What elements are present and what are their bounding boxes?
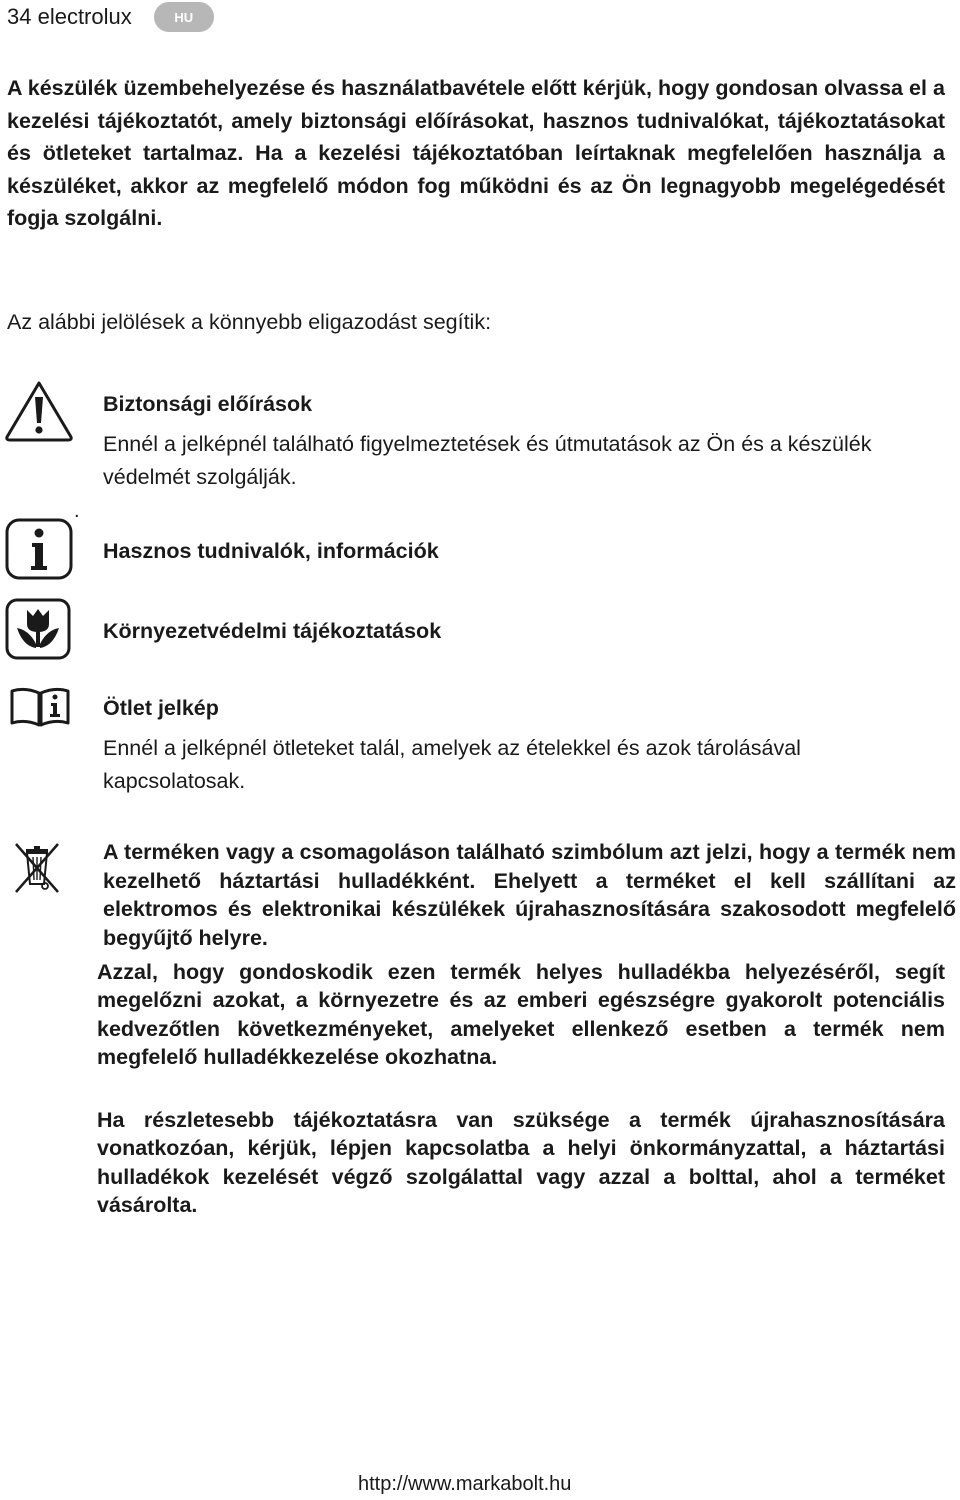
- symbol-desc-tip: Ennél a jelképnél ötleteket talál, amelyek az ételekkel és azok tárolásával kapcsolatosak.: [103, 736, 801, 793]
- weee-paragraph-2: Azzal, hogy gondoskodik ezen termék helyes hulladékba helyezéséről, segít megelőzni azokat, a környezetre és az emberi egészségre gyakorolt potenciális kedvezőtlen következményeket, amelyeket ellenkező esetben a termék nem megfelelő hulladékkezelése okozhatna.: [97, 960, 945, 1069]
- symbol-desc-safety: Ennél a jelképnél található figyelmeztetések és útmutatások az Ön és a készülék védelmét szolgálják.: [103, 432, 872, 489]
- environment-flower-icon: [5, 598, 71, 660]
- page-number: 34 electrolux: [7, 4, 132, 29]
- info-icon: [5, 518, 73, 580]
- weee-paragraph-3: Ha részletesebb tájékoztatásra van szüksége a termék újrahasznosítására vonatkozóan, kérjük, lépjen kapcsolatba a helyi önkormányzattal, a háztartási hulladékok kezelését végző szolgálattal vagy azzal a bolttal, ahol a terméket vásárolta.: [97, 1108, 945, 1217]
- footer-url: http://www.markabolt.hu: [358, 1473, 572, 1495]
- symbol-title-environment: Környezetvédelmi tájékoztatások: [103, 619, 442, 643]
- symbol-title-info: Hasznos tudnivalók, információk: [103, 539, 439, 563]
- legend-intro: Az alábbi jelölések a könnyebb eligazodást segítik:: [7, 310, 492, 334]
- symbol-title-safety: Biztonsági előírások: [103, 392, 313, 416]
- book-tip-icon: [9, 686, 71, 728]
- intro-paragraph: A készülék üzembehelyezése és használatbavétele előtt kérjük, hogy gondosan olvassa el a kezelési tájékoztatót, amely biztonsági előírásokat, hasznos tudnivalókat, tájékoztatásokat és ötleteket tartalmaz. Ha a kezelési tájékoztatóban leírtaknak megfelelően használja a készüléket, akkor az megfelelő módon fog működni és az Ön legnagyobb megelégedését fogja szolgálni.: [7, 76, 945, 230]
- page-header: [7, 2, 214, 32]
- symbol-title-tip: Ötlet jelkép: [103, 696, 219, 720]
- stray-mark: .: [74, 500, 80, 522]
- crossed-bin-icon: [12, 840, 62, 896]
- language-badge: HU: [154, 2, 214, 32]
- warning-triangle-icon: [5, 379, 73, 443]
- weee-paragraph-1: A terméken vagy a csomagoláson található szimbólum azt jelzi, hogy a termék nem kezelhető háztartási hulladékként. Ehelyett a terméket el kell szállítani az elektromos és elektronikai készülékek újrahasznosítására szakosodott megfelelő begyűjtő helyre.: [103, 840, 956, 950]
